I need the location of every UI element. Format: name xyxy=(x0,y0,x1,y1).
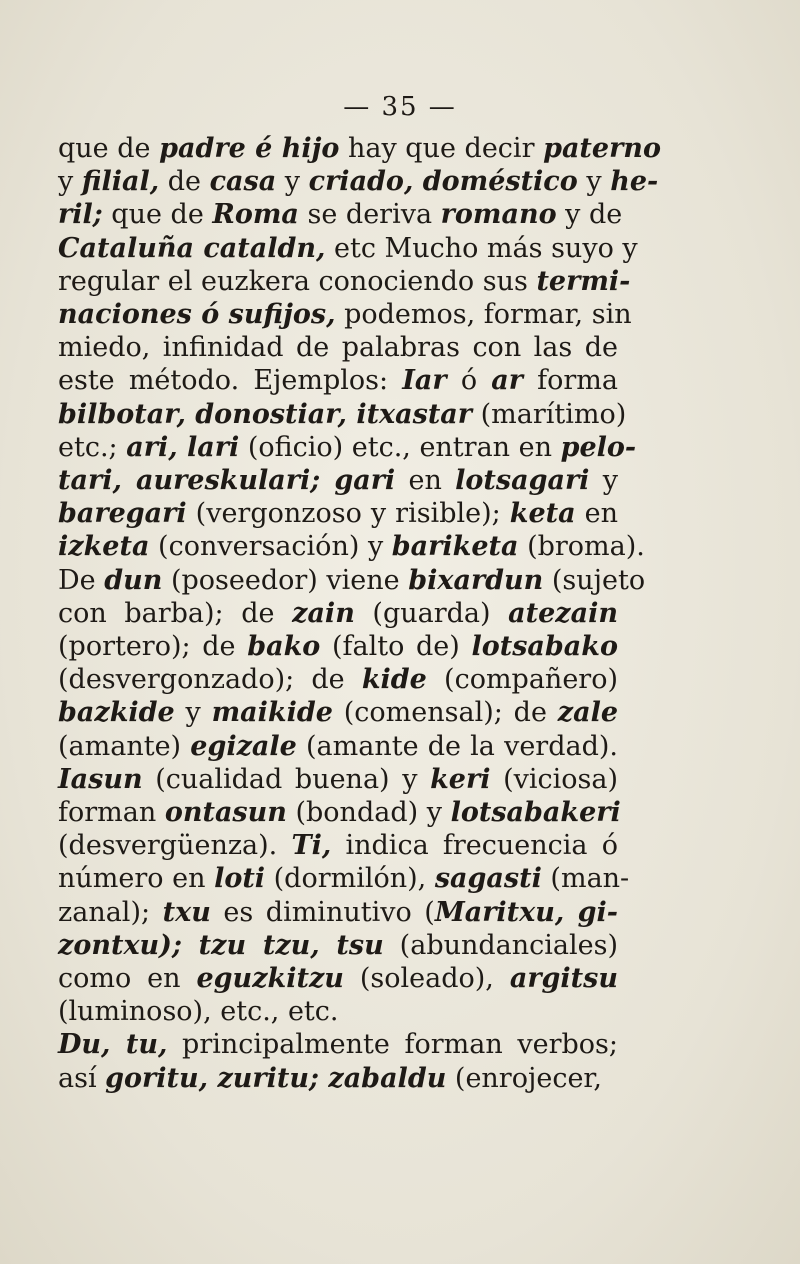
text-line xyxy=(58,862,630,895)
text-line xyxy=(58,564,646,597)
text-run: forma xyxy=(522,365,619,397)
text-line xyxy=(58,398,627,431)
italic-term: Du, tu, xyxy=(58,1029,168,1061)
italic-term: criado, doméstico xyxy=(308,166,578,198)
italic-term: eguzkitzu xyxy=(196,963,344,995)
italic-term: bako xyxy=(247,631,321,663)
text-run: que de xyxy=(102,199,213,231)
text-run: (portero); de xyxy=(58,631,248,663)
text-line xyxy=(58,530,645,563)
italic-term: ari, lari xyxy=(126,431,240,463)
text-line xyxy=(58,829,618,862)
italic-term: padre é hijo xyxy=(159,133,340,164)
text-run: número en xyxy=(58,863,215,895)
text-run: (soleado), xyxy=(343,963,510,995)
italic-term: paterno xyxy=(543,133,661,164)
text-run: (amante de la verdad). xyxy=(296,730,618,762)
italic-term: egizale xyxy=(190,730,297,762)
italic-term: maikide xyxy=(211,697,333,729)
text-run: (comensal); de xyxy=(332,697,558,729)
text-line xyxy=(58,962,618,995)
italic-term: lotsabako xyxy=(471,631,618,663)
text-run: y xyxy=(276,166,309,198)
text-run: y de xyxy=(556,199,623,231)
text-run: (guarda) xyxy=(354,597,509,629)
italic-term: Maritxu, gi- xyxy=(434,896,618,928)
italic-term: baregari xyxy=(58,498,187,530)
text-run: zanal); xyxy=(58,896,163,928)
text-line xyxy=(58,929,618,962)
text-run: con barba); de xyxy=(58,597,293,629)
text-run: (sujeto xyxy=(543,564,646,596)
text-line xyxy=(58,132,661,165)
text-run: indica frecuencia ó xyxy=(331,830,618,862)
text-line xyxy=(58,298,632,331)
text-run: (man- xyxy=(541,863,630,895)
text-line xyxy=(58,763,618,796)
text-line xyxy=(58,663,618,696)
italic-term: Roma xyxy=(212,199,299,231)
text-run: etc.; xyxy=(58,431,127,463)
italic-term: bariketa xyxy=(391,531,519,563)
text-run: (cualidad buena) y xyxy=(142,763,431,795)
text-run: y xyxy=(589,465,618,497)
text-run: etc Mucho más suyo y xyxy=(325,232,638,264)
italic-term: lotsabakeri xyxy=(450,797,621,829)
page-number: — 35 — xyxy=(343,92,457,122)
italic-term: termi- xyxy=(536,265,631,297)
italic-term: Iar xyxy=(402,365,447,397)
text-line xyxy=(58,597,618,630)
text-run: (compañero) xyxy=(426,664,618,696)
italic-term: tari, aureskulari; gari xyxy=(58,465,396,497)
italic-term: Ti, xyxy=(291,830,332,862)
italic-term: lotsagari xyxy=(455,465,590,497)
text-run: podemos, formar, sin xyxy=(335,299,632,331)
text-line xyxy=(58,1062,618,1095)
italic-term: argitsu xyxy=(509,963,618,995)
text-line xyxy=(58,198,623,231)
italic-term: sagasti xyxy=(434,863,542,895)
text-run: (oficio) etc., entran en xyxy=(239,431,561,463)
text-run: se deriva xyxy=(298,199,441,231)
italic-term: zale xyxy=(557,697,619,729)
text-run: regular el euzkera conociendo sus xyxy=(58,265,537,297)
italic-term: bilbotar, donostiar, itxastar xyxy=(58,398,473,430)
text-line xyxy=(58,796,621,829)
italic-term: romano xyxy=(440,199,557,231)
text-run: (conversación) y xyxy=(149,531,392,563)
text-run: como en xyxy=(58,963,197,995)
text-run: principalmente forman verbos; xyxy=(167,1029,618,1061)
text-run: (falto de) xyxy=(320,631,472,663)
text-run: (amante) xyxy=(58,730,191,762)
body-text xyxy=(58,132,661,1095)
text-run: de xyxy=(159,166,210,198)
text-run: (broma). xyxy=(518,531,645,563)
text-line xyxy=(58,995,618,1028)
italic-term: ril; xyxy=(58,199,103,231)
text-line xyxy=(58,630,618,663)
text-line xyxy=(58,464,618,497)
text-run: es diminutivo ( xyxy=(210,896,435,928)
text-run: (dormilón), xyxy=(265,863,435,895)
text-run: (abundanciales) xyxy=(383,929,619,961)
text-line xyxy=(58,896,618,929)
text-line xyxy=(58,1028,618,1061)
text-run: ó xyxy=(446,365,492,397)
text-line xyxy=(58,431,637,464)
italic-term: bixardun xyxy=(408,564,544,596)
italic-term: pelo- xyxy=(560,431,637,463)
text-line xyxy=(58,497,618,530)
italic-term: txu xyxy=(162,896,211,928)
text-run: miedo, infinidad de palabras con las de xyxy=(58,332,618,364)
text-line xyxy=(58,232,638,265)
italic-term: loti xyxy=(214,863,266,895)
italic-term: zontxu); tzu tzu, tsu xyxy=(58,929,384,961)
italic-term: casa xyxy=(209,166,277,198)
italic-term: goritu, zuritu; zabaldu xyxy=(105,1062,447,1094)
text-run: y xyxy=(577,166,611,198)
italic-term: keri xyxy=(430,763,491,795)
text-run: (vergonzoso y risible); xyxy=(186,498,510,530)
text-run: (luminoso), etc., etc. xyxy=(58,996,339,1028)
text-run: (poseedor) viene xyxy=(162,564,409,596)
italic-term: filial, xyxy=(81,166,160,198)
text-run: forman xyxy=(58,797,165,829)
text-run: (desvergonzado); de xyxy=(58,664,362,696)
italic-term: izketa xyxy=(58,531,150,563)
text-run: en xyxy=(395,465,456,497)
italic-term: bazkide xyxy=(58,697,175,729)
text-run: (desvergüenza). xyxy=(58,830,292,862)
text-run: (bondad) y xyxy=(286,797,451,829)
text-run: hay que decir xyxy=(339,133,544,164)
text-line xyxy=(58,730,618,763)
text-run: (viciosa) xyxy=(490,763,618,795)
italic-term: kide xyxy=(361,664,427,696)
text-line xyxy=(58,165,659,198)
text-run: De xyxy=(58,564,105,596)
italic-term: atezain xyxy=(508,597,618,629)
text-line xyxy=(58,364,618,397)
italic-term: ar xyxy=(491,365,523,397)
text-run: y xyxy=(58,166,82,198)
italic-term: zain xyxy=(292,597,355,629)
text-run: (enrojecer, xyxy=(446,1062,602,1094)
italic-term: keta xyxy=(509,498,576,530)
text-run: (marítimo) xyxy=(472,398,627,430)
text-run: en xyxy=(575,498,619,530)
text-run: así xyxy=(58,1062,106,1094)
text-line xyxy=(58,331,618,364)
italic-term: he- xyxy=(610,166,659,198)
italic-term: naciones ó sufijos, xyxy=(58,299,336,331)
text-line xyxy=(58,265,631,298)
italic-term: dun xyxy=(104,564,163,596)
text-line xyxy=(58,696,618,729)
italic-term: Iasun xyxy=(58,763,143,795)
italic-term: Cataluña cataldn, xyxy=(58,232,326,264)
text-run: y xyxy=(174,697,212,729)
text-run: que de xyxy=(58,133,160,164)
text-run: este método. Ejemplos: xyxy=(58,365,403,397)
italic-term: ontasun xyxy=(164,797,287,829)
